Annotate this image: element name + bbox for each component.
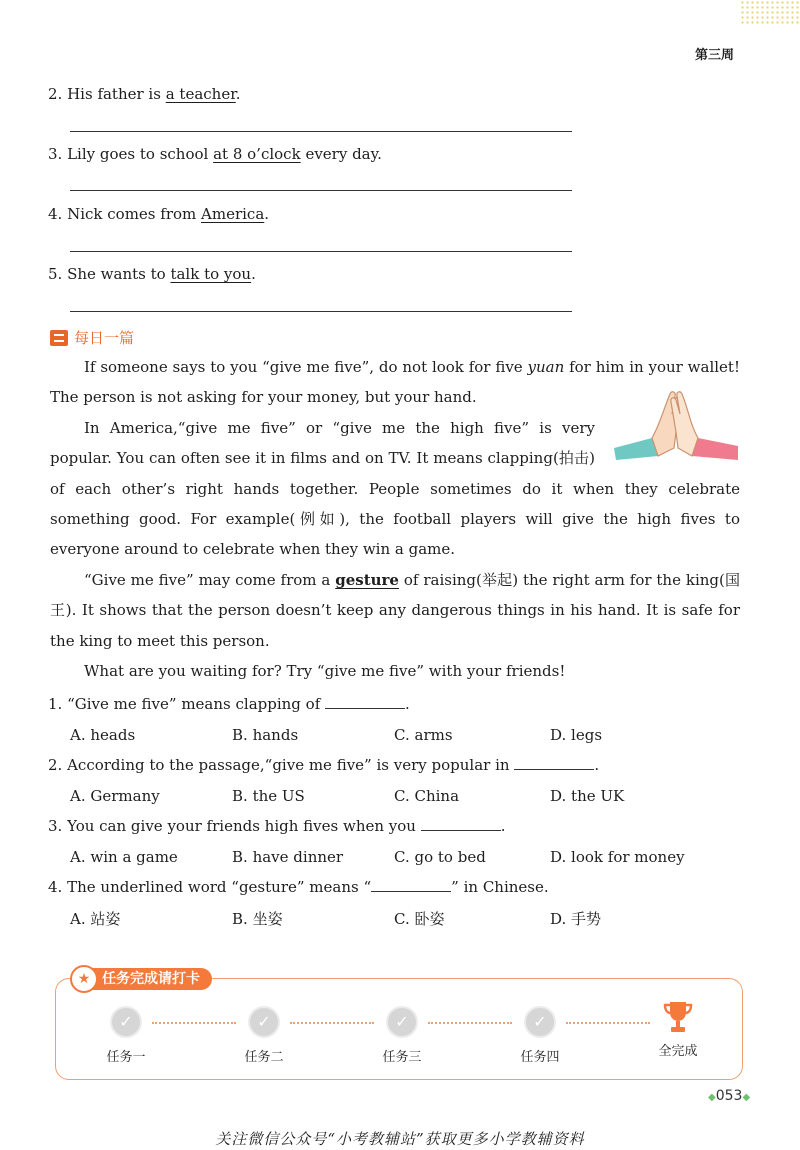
option-letter: B. [232, 910, 248, 928]
option-letter: D. [550, 726, 567, 744]
question-text: The underlined word “gesture” means “ [67, 878, 372, 896]
paragraph [50, 656, 740, 686]
task-label: 全完成 [658, 1044, 698, 1059]
dotted-connector [290, 1022, 374, 1024]
option-letter: D. [550, 910, 567, 928]
italic-word: yuan [527, 358, 565, 376]
task-4[interactable] [510, 1006, 570, 1065]
item-text: Lily goes to school [67, 145, 214, 163]
dotted-connector [566, 1022, 650, 1024]
reading-passage [50, 352, 740, 686]
rewrite-item [48, 85, 241, 103]
task-label: 任务一 [106, 1050, 146, 1065]
item-number: 3. [48, 145, 63, 163]
check-icon[interactable]: ✓ [248, 1006, 280, 1038]
option-letter: C. [394, 910, 410, 928]
option-letter: C. [394, 848, 410, 866]
answer-blank[interactable] [514, 757, 594, 770]
item-text: . [235, 85, 241, 103]
option-c[interactable] [394, 848, 486, 866]
page-number [708, 1088, 750, 1104]
question [48, 756, 599, 774]
option-b[interactable] [232, 726, 298, 744]
option-text: 坐姿 [252, 910, 283, 928]
option-a[interactable] [70, 726, 135, 744]
option-a[interactable] [70, 848, 178, 866]
option-letter: D. [550, 787, 567, 805]
corner-decoration [740, 0, 800, 26]
item-text: . [264, 205, 270, 223]
trophy-icon [663, 1000, 693, 1034]
option-letter: B. [232, 848, 248, 866]
option-text: 卧姿 [414, 910, 445, 928]
rewrite-item [48, 145, 382, 163]
check-icon[interactable]: ✓ [386, 1006, 418, 1038]
option-text: hands [252, 726, 299, 744]
option-d[interactable] [550, 848, 685, 866]
diamond-icon: ◆ [708, 1092, 716, 1103]
item-text: every day. [300, 145, 382, 163]
section-title: 每日一篇 [74, 329, 135, 347]
option-text: have dinner [252, 848, 344, 866]
option-letter: D. [550, 848, 567, 866]
dotted-connector [428, 1022, 512, 1024]
paragraph-text: “Give me five” may come from a [84, 570, 336, 589]
option-text: 站姿 [90, 910, 121, 928]
option-letter: A. [70, 726, 86, 744]
checkin-title: 任务完成请打卡 [74, 968, 212, 990]
section-number-icon [50, 330, 68, 346]
option-d[interactable] [550, 908, 601, 929]
question-number: 1. [48, 695, 63, 713]
paragraph-text: If someone says to you “give me five”, do not look for five [84, 358, 528, 376]
option-c[interactable] [394, 908, 445, 929]
dotted-connector [152, 1022, 236, 1024]
paragraph [50, 352, 740, 413]
underlined-text: at 8 o’clock [213, 145, 301, 163]
answer-line[interactable] [70, 190, 572, 191]
option-a[interactable] [70, 908, 120, 929]
question-text: . [500, 817, 506, 835]
answer-blank[interactable] [325, 696, 405, 709]
page-number-text: 053 [715, 1088, 743, 1104]
option-letter: C. [394, 787, 410, 805]
task-1[interactable] [96, 1006, 156, 1065]
option-text: heads [90, 726, 136, 744]
item-number: 5. [48, 265, 63, 283]
option-letter: A. [70, 910, 86, 928]
option-text: the US [252, 787, 305, 805]
option-text: 手势 [571, 910, 602, 928]
question [48, 817, 506, 835]
footer-note: 关注微信公众号“小考教辅站”获取更多小学教辅资料 [215, 1130, 585, 1148]
option-c[interactable] [394, 726, 453, 744]
question-text: You can give your friends high fives when you [67, 817, 421, 835]
option-text: look for money [571, 848, 685, 866]
option-d[interactable] [550, 787, 624, 805]
option-letter: B. [232, 726, 248, 744]
item-text: Nick comes from [67, 205, 202, 223]
option-text: arms [414, 726, 453, 744]
underlined-text: America [201, 205, 265, 223]
rewrite-item [48, 265, 256, 283]
paragraph-text: In America,“give me five” or “give me the high five” is very popular. You can often see it in films and on TV. It means clapping(拍击) of each other’s right hands together. People sometimes do it when they celebrate something good. For example(例如), the football players will give the high fives to everyone around to celebrate when they win a game. [50, 418, 740, 559]
paragraph [50, 413, 740, 565]
option-b[interactable] [232, 908, 283, 929]
task-3[interactable] [372, 1006, 432, 1065]
underlined-bold-word: gesture [335, 570, 399, 589]
question-text: . [405, 695, 410, 713]
option-text: win a game [90, 848, 178, 866]
diamond-icon: ◆ [742, 1092, 751, 1103]
star-icon: ★ [70, 965, 98, 993]
paragraph-text: of raising(举起) the right arm for the king(国王). It shows that the person doesn’t keep any dangerous things in his hand. It is safe for the king to meet this person. [50, 570, 740, 650]
question-number: 3. [48, 817, 63, 835]
task-label: 任务二 [244, 1050, 284, 1065]
underlined-text: talk to you [170, 265, 252, 283]
item-text: . [251, 265, 256, 283]
item-number: 2. [48, 85, 63, 103]
task-2[interactable] [234, 1006, 294, 1065]
section-heading [50, 327, 134, 348]
paragraph-text: for him in your wallet! The person is not asking for your money, but your hand. [50, 358, 740, 407]
option-text: China [414, 787, 460, 805]
option-c[interactable] [394, 787, 459, 805]
task-label: 任务三 [382, 1050, 422, 1065]
option-b[interactable] [232, 848, 343, 866]
question-text: ” in Chinese. [451, 878, 549, 896]
question-text: “Give me five” means clapping of [67, 695, 326, 713]
check-icon[interactable]: ✓ [110, 1006, 142, 1038]
check-icon[interactable]: ✓ [524, 1006, 556, 1038]
question [48, 695, 410, 713]
question-text: According to the passage,“give me five” is very popular in [67, 756, 515, 774]
option-letter: A. [70, 787, 86, 805]
item-text: His father is [67, 85, 166, 103]
question-text: . [594, 756, 600, 774]
answer-blank[interactable] [371, 879, 451, 892]
option-text: Germany [90, 787, 160, 805]
option-text: the UK [571, 787, 625, 805]
answer-line[interactable] [70, 311, 572, 312]
question [48, 878, 549, 896]
option-letter: A. [70, 848, 86, 866]
option-a[interactable] [70, 787, 160, 805]
item-text: She wants to [67, 265, 171, 283]
option-text: go to bed [414, 848, 486, 866]
question-number: 2. [48, 756, 63, 774]
answer-line[interactable] [70, 131, 572, 132]
option-d[interactable] [550, 726, 602, 744]
answer-blank[interactable] [421, 818, 501, 831]
paragraph [50, 565, 740, 656]
item-number: 4. [48, 205, 63, 223]
underlined-text: a teacher [165, 85, 236, 103]
paragraph-text: What are you waiting for? Try “give me five” with your friends! [84, 662, 566, 681]
option-b[interactable] [232, 787, 305, 805]
rewrite-item [48, 205, 269, 223]
option-text: legs [571, 726, 603, 744]
image-float-space [595, 413, 740, 471]
week-label: 第三周 [694, 48, 734, 63]
answer-line[interactable] [70, 251, 572, 252]
question-number: 4. [48, 878, 63, 896]
task-complete[interactable] [646, 1000, 710, 1059]
option-letter: B. [232, 787, 248, 805]
option-letter: C. [394, 726, 410, 744]
task-label: 任务四 [520, 1050, 560, 1065]
